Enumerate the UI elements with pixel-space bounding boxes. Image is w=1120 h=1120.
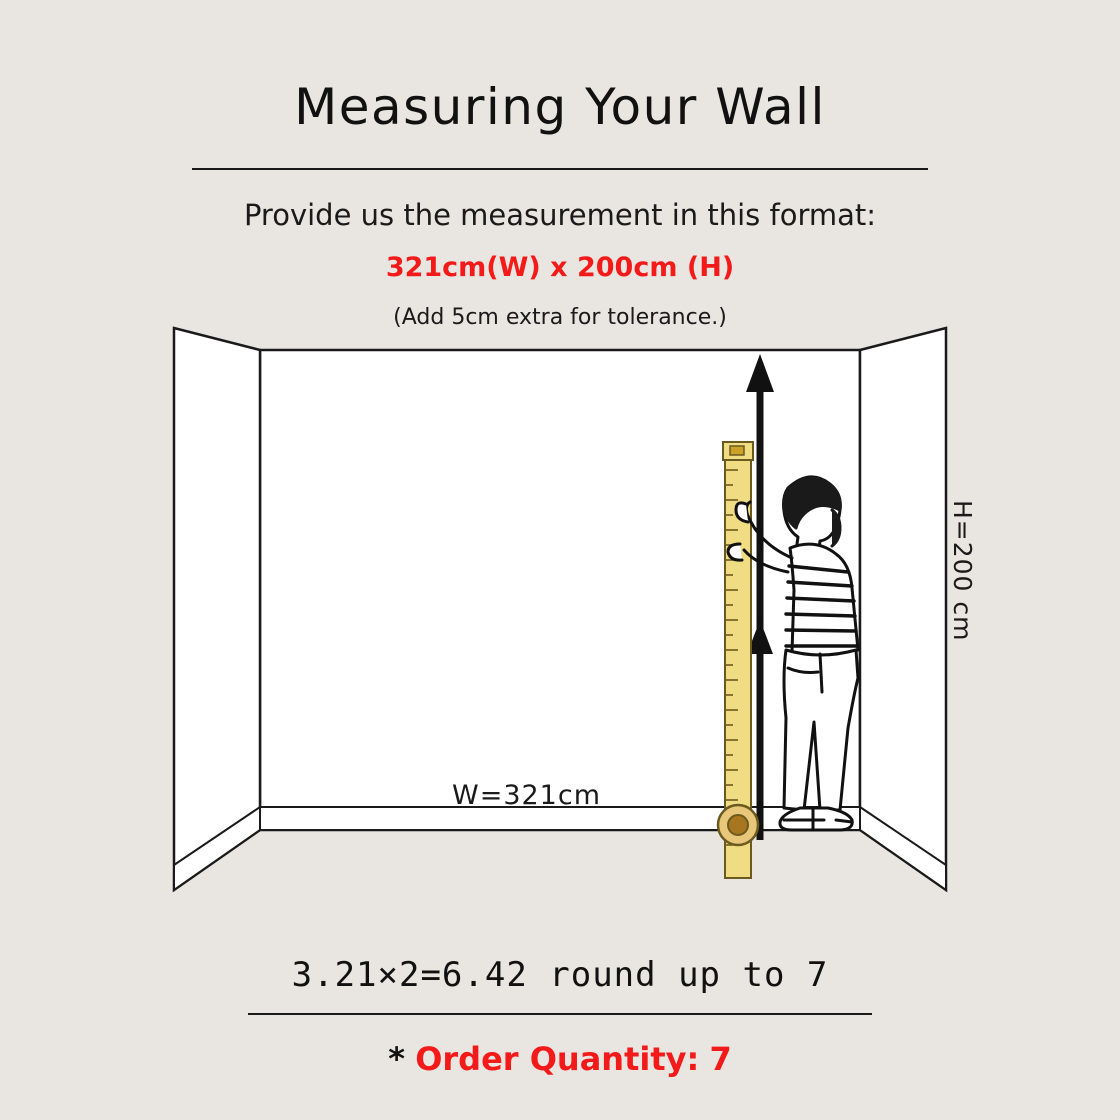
order-quantity-value: 7	[709, 1040, 732, 1078]
instruction-text: Provide us the measurement in this format:	[243, 198, 877, 232]
order-quantity-line	[0, 1040, 1120, 1078]
title-divider	[192, 168, 928, 170]
calculation-divider	[248, 1013, 872, 1015]
page-title: Measuring Your Wall	[294, 78, 826, 136]
format-example: 321cm(W) x 200cm (H)	[385, 252, 735, 283]
height-label: H=200 cm	[948, 500, 977, 642]
width-label: W=321cm	[452, 780, 602, 811]
room-illustration	[160, 320, 960, 920]
asterisk-icon: *	[388, 1040, 406, 1078]
calculation-text: 3.21×2=6.42 round up to 7	[291, 955, 829, 995]
order-quantity-label: Order Quantity:	[415, 1040, 700, 1078]
tolerance-note: (Add 5cm extra for tolerance.)	[393, 305, 727, 330]
